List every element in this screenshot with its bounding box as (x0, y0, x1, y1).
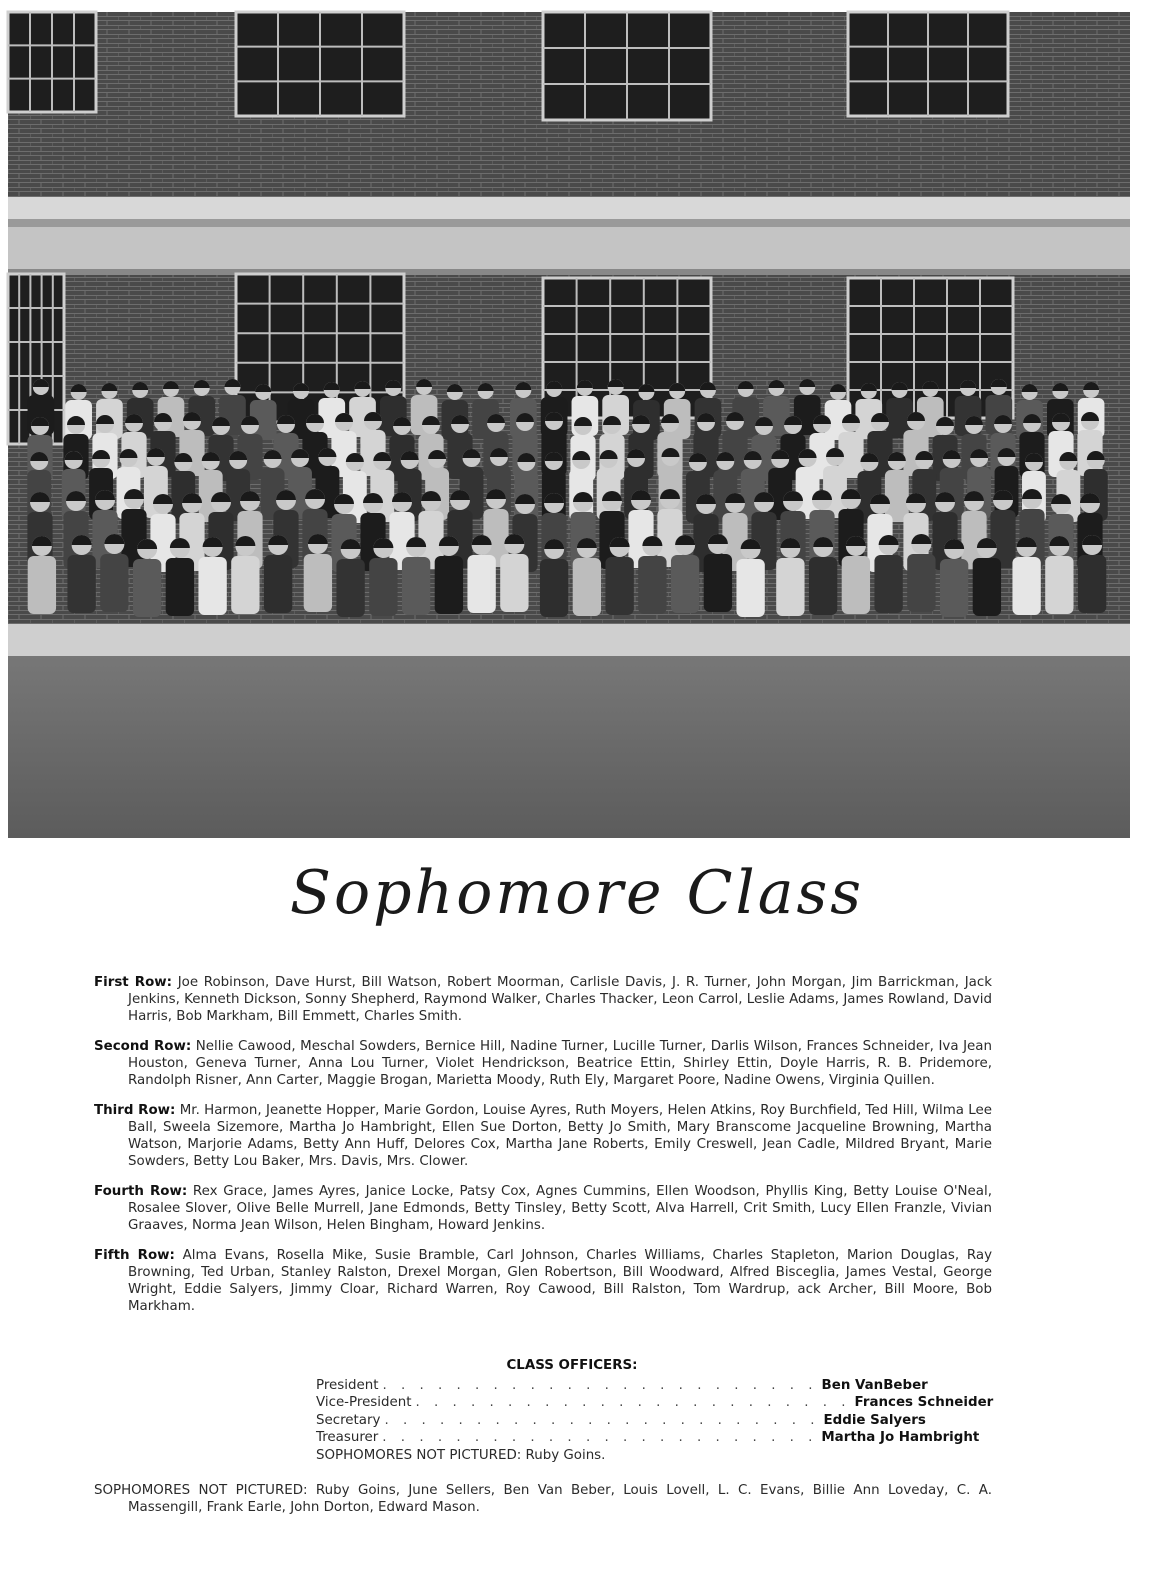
officer-title: Secretary (316, 1412, 381, 1428)
lower-window (236, 274, 404, 422)
row-label: First Row: (94, 975, 173, 990)
officer-president (316, 1377, 928, 1395)
class-photo (8, 12, 1130, 838)
officer-name: Ben VanBeber (821, 1377, 928, 1393)
upper-window (543, 12, 711, 120)
officer-title: Vice-President (316, 1395, 412, 1410)
officer-secretary (316, 1412, 926, 1430)
fourth-row-listing (94, 1183, 992, 1234)
officer-title: Treasurer (316, 1430, 379, 1445)
officers-not-pictured: SOPHOMORES NOT PICTURED: Ruby Goins. (316, 1447, 606, 1463)
sidewalk (8, 624, 1130, 656)
first-row-listing (94, 974, 992, 1025)
row-names: Joe Robinson, Dave Hurst, Bill Watson, Robert Moorman, Carlisle Davis, J. R. Turner, John Morgan, Jim Barrickman, Jack Jenkins, Kenneth Dickson, Sonny Shepherd, Raymond Walker, Charles Thacker, Leon Carrol, Leslie Adams, James Rowland, David Harris, Bob Markham, Bill Emmett, Charles Smith. (128, 975, 992, 1024)
student (990, 490, 1015, 568)
row-listings (94, 974, 992, 1328)
class-officers (316, 1357, 994, 1464)
upper-window (236, 12, 404, 116)
row-names: Nellie Cawood, Meschal Sowders, Bernice Hill, Nadine Turner, Lucille Turner, Darlis Wilson, Frances Schneider, Iva Jean Houston, Geneva Turner, Anna Lou Turner, Violet Hendrickson, Beatrice Ettin, Shirley Ettin, Doyle Harris, R. B. Pridemore, Randolph Risner, Ann Carter, Maggie Brogan, Marietta Moody, Ruth Ely, Margaret Poore, Nadine Owens, Virginia Quillen. (128, 1039, 992, 1088)
row-label: Fourth Row: (94, 1184, 188, 1199)
upper-window (848, 12, 1008, 116)
sophomores-not-pictured: SOPHOMORES NOT PICTURED: Ruby Goins, June Sellers, Ben Van Beber, Louis Lovell, L. C. Evans, Billie Ann Loveday, C. A. Massengill, Frank Earle, John Dorton, Edward Mason. (94, 1483, 992, 1515)
second-row-listing (94, 1038, 992, 1089)
upper-window (8, 12, 96, 112)
leader-dots: . . . . . . . . . . . . . . . . . . . . . . . . (382, 1430, 818, 1445)
student (885, 452, 909, 522)
student (961, 491, 986, 569)
class-photo-drawing (8, 12, 1130, 838)
fifth-row-listing (94, 1247, 992, 1315)
student (751, 492, 776, 570)
officer-name: Eddie Salyers (823, 1412, 926, 1428)
officers-heading: CLASS OFFICERS: (506, 1358, 638, 1373)
row-names: Rex Grace, James Ayres, Janice Locke, Patsy Cox, Agnes Cummins, Ellen Woodson, Phyllis King, Betty Louise O'Neal, Rosalee Slover, Olive Belle Murrell, Jane Edmonds, Betty Tinsley, Betty Scott, Alva Harrell, Crit Smith, Lucy Ellen Franzle, Vivian Graaves, Norma Jean Wilson, Helen Bingham, Howard Jenkins. (128, 1184, 992, 1233)
officer-name: Frances Schneider (854, 1395, 994, 1410)
officer-name: Martha Jo Hambright (821, 1430, 980, 1445)
third-row-listing (94, 1102, 992, 1170)
officer-treasurer (316, 1429, 980, 1447)
page-title: Sophomore Class (289, 858, 865, 928)
student (838, 489, 863, 567)
student (288, 449, 312, 519)
student (226, 451, 250, 521)
stone-ledge (8, 197, 1130, 219)
row-label: Second Row: (94, 1039, 192, 1054)
row-names: Mr. Harmon, Jeanette Hopper, Marie Gordon, Louise Ayres, Ruth Moyers, Helen Atkins, Roy Burchfield, Ted Hill, Wilma Lee Ball, Sweela Sizemore, Martha Jo Hambright, Ellen Sue Dorton, Betty Jo Smith, Mary Branscome Jacqueline Browning, Martha Watson, Marjorie Adams, Betty Ann Huff, Delores Cox, Martha Jane Roberts, Emily Creswell, Jean Cadle, Mildred Bryant, Marie Sowders, Betty Lou Baker, Mrs. Davis, Mrs. Clower. (128, 1103, 992, 1169)
lawn (8, 656, 1130, 838)
row-label: Fifth Row: (94, 1248, 175, 1263)
student (261, 450, 285, 520)
officer-title: President (316, 1377, 379, 1393)
leader-dots: . . . . . . . . . . . . . . . . . . . . . . . . (384, 1412, 820, 1428)
row-names: Alma Evans, Rosella Mike, Susie Bramble, Carl Johnson, Charles Williams, Charles Stapleton, Marion Douglas, Ray Browning, Ted Urban, Stanley Ralston, Drexel Morgan, Glen Robertson, Bill Woodward, Alfred Bisceglia, James Vestal, George Wright, Eddie Salyers, Jimmy Cloar, Richard Warren, Roy Cawood, Bill Ralston, Tom Wardrup, ack Archer, Bill Moore, Bob Markham. (128, 1248, 992, 1314)
row-label: Third Row: (94, 1103, 176, 1118)
leader-dots: . . . . . . . . . . . . . . . . . . . . . . . . (382, 1377, 818, 1393)
leader-dots: . . . . . . . . . . . . . . . . . . . . . . . . (415, 1395, 851, 1410)
officer-vice-president (316, 1394, 994, 1412)
student (89, 450, 113, 520)
